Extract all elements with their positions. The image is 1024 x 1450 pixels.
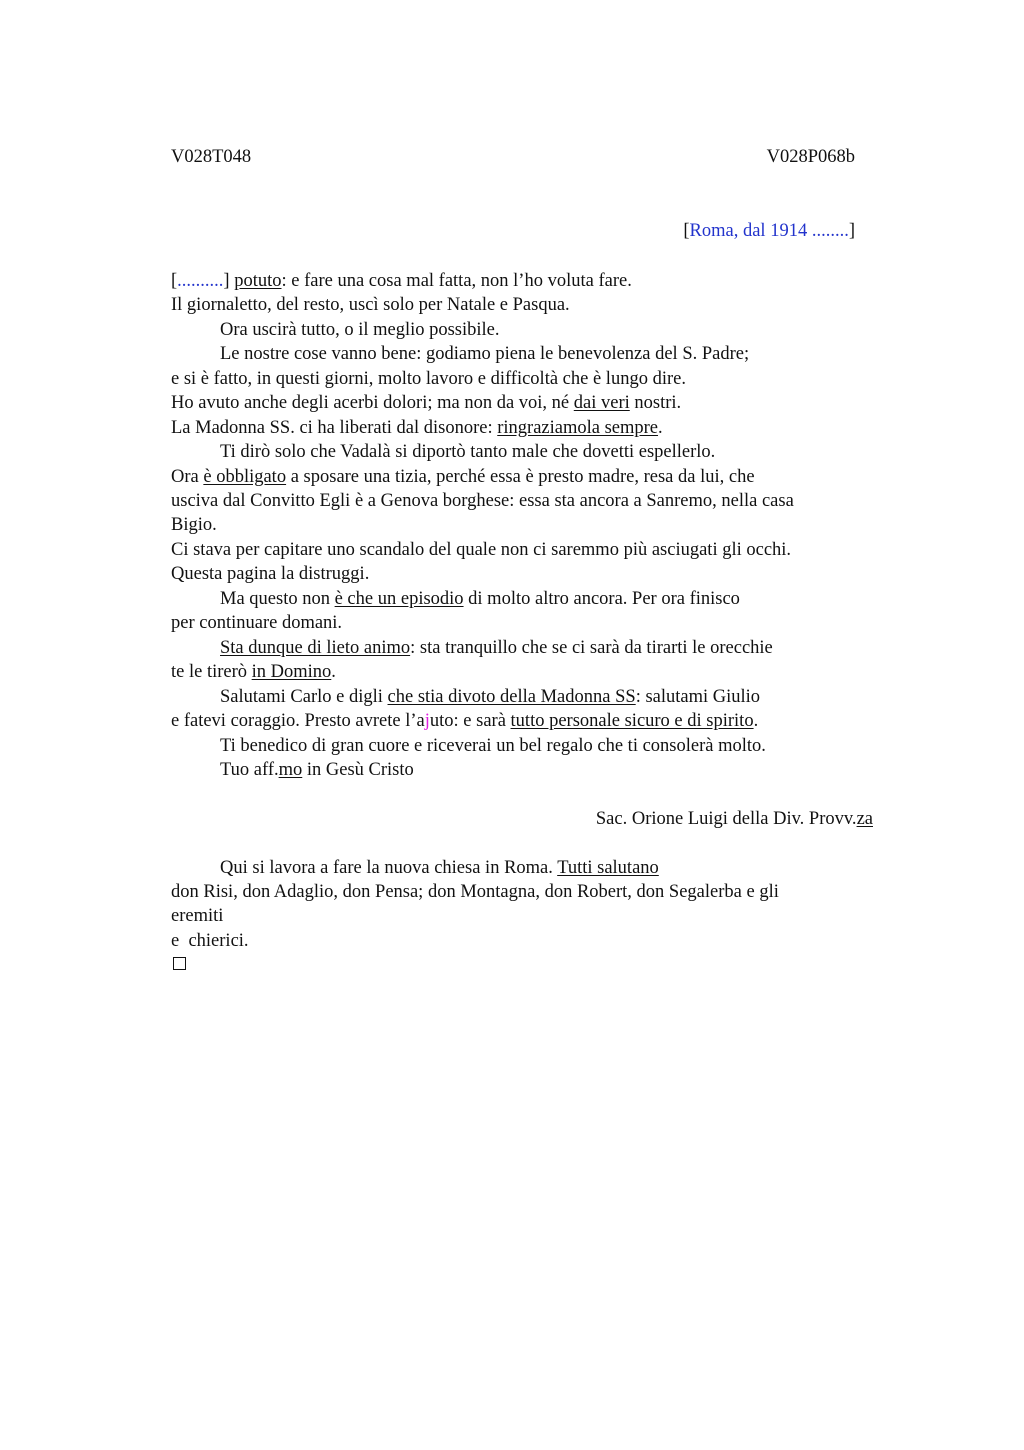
body-line-16: Sta dunque di lieto animo: sta tranquillo che se ci sarà da tirarti le orecchie: [220, 638, 773, 658]
underlined-text: Tutti salutano: [557, 858, 659, 878]
underlined-text: tutto personale sicuro e di spirito: [510, 711, 754, 731]
correction-letter: j: [424, 711, 430, 731]
body-line-10: usciva dal Convitto Egli è a Genova borghese: essa sta ancora a Sanremo, nella casa: [171, 491, 794, 511]
underlined-text: ringraziamola sempre: [497, 418, 659, 438]
underlined-text: Sta dunque di lieto animo: [220, 638, 411, 658]
body-line-15: per continuare domani.: [171, 613, 343, 633]
underlined-text: potuto: [234, 271, 282, 291]
underlined-text: za: [856, 809, 873, 829]
body-line-5: e si è fatto, in questi giorni, molto lavoro e difficoltà che è lungo dire.: [171, 369, 686, 389]
underlined-text: è obbligato: [203, 467, 287, 487]
body-line-1: [..........] potuto: e fare una cosa mal fatta, non l’ho voluta fare.: [171, 271, 632, 291]
postscript-line-4: e chierici.: [171, 931, 249, 951]
lacuna-dots: ..........: [177, 271, 224, 291]
signature: Sac. Orione Luigi della Div. Provv.za: [595, 809, 873, 829]
postscript-line-2: don Risi, don Adaglio, don Pensa; don Montagna, don Robert, don Segalerba e gli: [171, 882, 779, 902]
page-code-right: V028P068b: [766, 147, 855, 167]
body-line-2: Il giornaletto, del resto, uscì solo per Natale e Pasqua.: [171, 295, 570, 315]
place-date-text: Roma, dal 1914 ........: [689, 221, 849, 241]
body-line-11: Bigio.: [171, 515, 217, 535]
body-line-14: Ma questo non è che un episodio di molto altro ancora. Per ora finisco: [220, 589, 740, 609]
body-line-18: Salutami Carlo e digli che stia divoto della Madonna SS: salutami Giulio: [220, 687, 761, 707]
underlined-text: in Domino: [251, 662, 332, 682]
body-line-7: La Madonna SS. ci ha liberati dal disonore: ringraziamola sempre.: [171, 418, 663, 438]
body-line-17: te le tirerò in Domino.: [171, 662, 336, 682]
bracket-open: [: [683, 221, 690, 241]
postscript-line-1: Qui si lavora a fare la nuova chiesa in Roma. Tutti salutano: [220, 858, 659, 878]
document-code-left: V028T048: [171, 147, 252, 167]
body-line-21: Tuo aff.mo in Gesù Cristo: [220, 760, 414, 780]
body-line-4: Le nostre cose vanno bene: godiamo piena le benevolenza del S. Padre;: [220, 344, 750, 364]
body-line-9: Ora è obbligato a sposare una tizia, perché essa è presto madre, resa da lui, che: [171, 467, 755, 487]
body-line-3: Ora uscirà tutto, o il meglio possibile.: [220, 320, 500, 340]
postscript-line-3: eremiti: [171, 906, 224, 926]
underlined-text: è che un episodio: [334, 589, 464, 609]
body-line-6: Ho avuto anche degli acerbi dolori; ma non da voi, né dai veri nostri.: [171, 393, 682, 413]
underlined-text: dai veri: [573, 393, 630, 413]
body-line-8: Ti dirò solo che Vadalà si diportò tanto male che dovetti espellerlo.: [220, 442, 716, 462]
body-line-19: e fatevi coraggio. Presto avrete l’ajuto: e sarà tutto personale sicuro e di spirito.: [171, 711, 759, 731]
underlined-text: che stia divoto della Madonna SS: [387, 687, 636, 707]
end-square-icon: [173, 957, 186, 970]
body-line-13: Questa pagina la distruggi.: [171, 564, 370, 584]
place-date: [683, 221, 855, 242]
body-line-20: Ti benedico di gran cuore e riceverai un bel regalo che ti consolerà molto.: [220, 736, 766, 756]
underlined-text: mo: [278, 760, 303, 780]
bracket-close: ]: [848, 221, 855, 241]
body-line-12: Ci stava per capitare uno scandalo del quale non ci saremmo più asciugati gli occhi.: [171, 540, 792, 560]
